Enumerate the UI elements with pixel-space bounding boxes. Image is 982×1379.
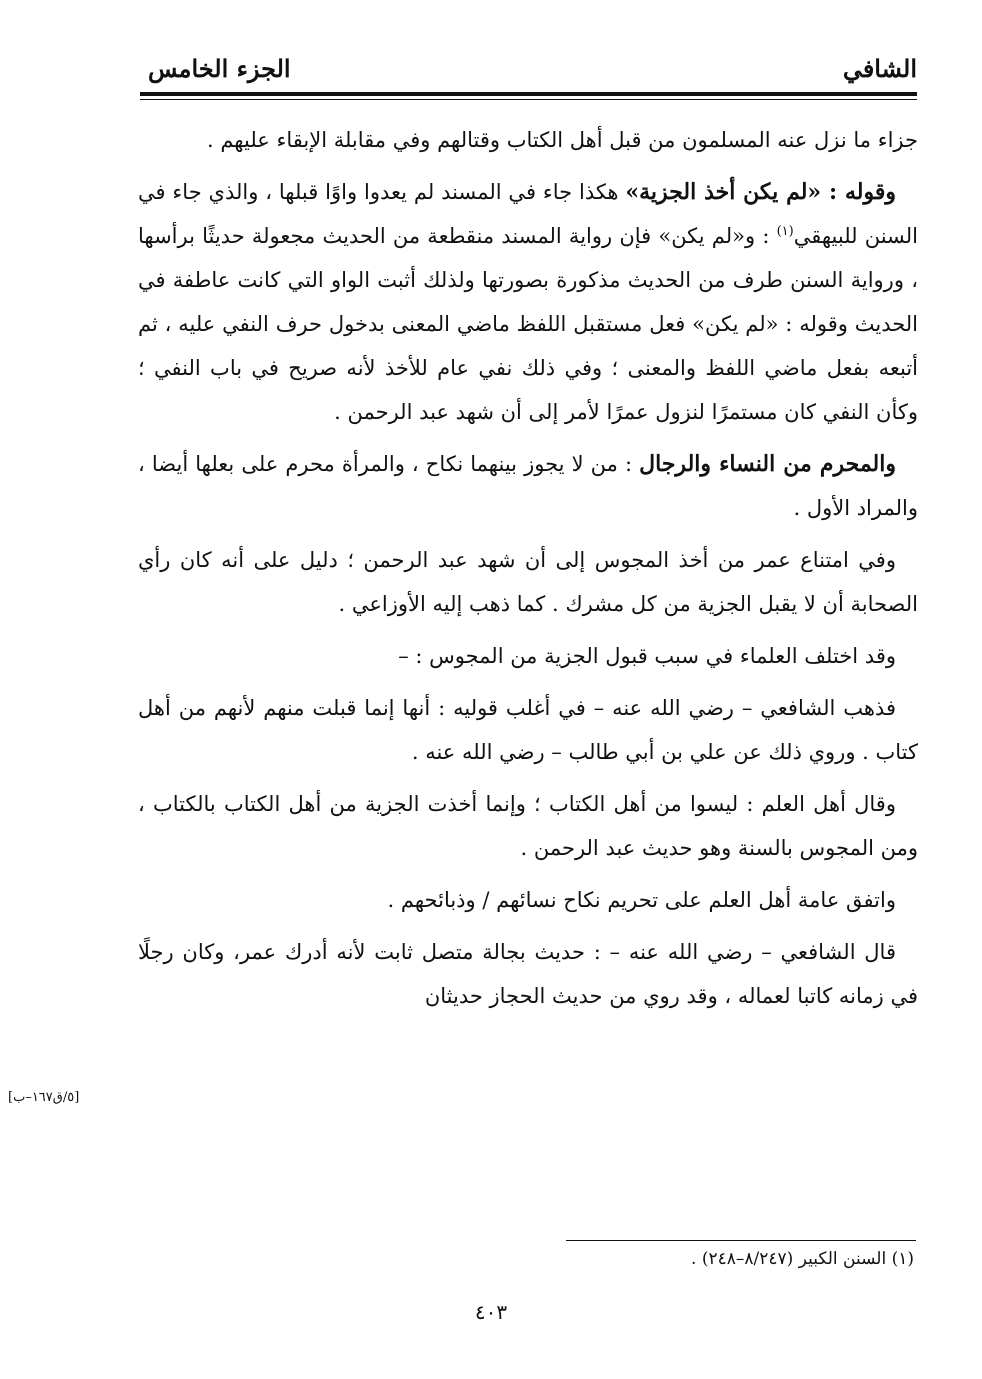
paragraph-6-text: فذهب الشافعي – رضي الله عنه – في أغلب قوليه : أنها إنما قبلت منهم لأنهم من أهل كتاب . وروي ذلك عن علي بن أبي طالب – رضي الله عنه . xyxy=(138,696,918,764)
paragraph-4 xyxy=(138,538,918,626)
volume-label: الجزء الخامس xyxy=(148,54,291,83)
paragraph-5 xyxy=(138,634,918,678)
paragraph-1-text: جزاء ما نزل عنه المسلمون من قبل أهل الكتاب وقتالهم وفي مقابلة الإبقاء عليهم . xyxy=(206,128,918,152)
paragraph-5-text: وقد اختلف العلماء في سبب قبول الجزية من المجوس : – xyxy=(398,644,896,668)
paragraph-8 xyxy=(138,878,918,922)
paragraph-4-text: وفي امتناع عمر من أخذ المجوس إلى أن شهد عبد الرحمن ؛ دليل على أنه كان رأي الصحابة أن لا يقبل الجزية من كل مشرك . كما ذهب إليه الأوزاعي . xyxy=(138,548,918,616)
paragraph-3-text: : من لا يجوز بينهما نكاح ، والمرأة محرم على بعلها أيضا ، والمراد الأول . xyxy=(138,452,918,520)
paragraph-6 xyxy=(138,686,918,774)
header-rule xyxy=(140,92,917,96)
page-header xyxy=(140,40,917,100)
book-title: الشافي xyxy=(842,54,917,83)
paragraph-3-lead: والمحرم من النساء والرجال xyxy=(639,451,897,477)
header-rule-thin xyxy=(140,99,917,100)
paragraph-7-text: وقال أهل العلم : ليسوا من أهل الكتاب ؛ وإنما أخذت الجزية من أهل الكتاب بالكتاب ، ومن المجوس بالسنة وهو حديث عبد الرحمن . xyxy=(138,792,918,860)
paragraph-8-text: واتفق عامة أهل العلم على تحريم نكاح نسائهم / وذبائحهم . xyxy=(387,888,896,912)
paragraph-9-text: قال الشافعي – رضي الله عنه – : حديث بجالة متصل ثابت لأنه أدرك عمر، وكان رجلًا في زمانه كاتبا لعماله ، وقد روي من حديث الحجاز حديثان xyxy=(138,940,918,1008)
manuscript-folio-note: [٥/ق١٦٧–ب] xyxy=(8,1090,80,1105)
paragraph-2-text-after: : و«لم يكن» فإن رواية المسند منقطعة من الحديث مجعولة حديثًا برأسها ، ورواية السنن طرف من الحديث مذكورة بصورتها ولذلك أثبت الواو التي كانت عاطفة في الحديث وقوله : «لم يكن» فعل مستقبل اللفظ ماضي المعنى بدخول حرف النفي عليه ، ثم أتبعه بفعل ماضي اللفظ والمعنى ؛ وفي ذلك نفي عام للأخذ لأنه صريح في باب النفي ؛ وكأن النفي كان مستمرًا لنزول عمرًا لأمر إلى أن شهد عبد الرحمن . xyxy=(138,224,918,424)
paragraph-9 xyxy=(138,930,918,1018)
paragraph-7 xyxy=(138,782,918,870)
paragraph-2-lead: وقوله : «لم يكن أخذ الجزية» xyxy=(625,179,896,205)
page-number: ٤٠٣ xyxy=(474,1300,508,1324)
footnote-rule xyxy=(566,1240,916,1241)
paragraph-2-text: هكذا جاء في المسند لم يعدوا واوًا قبلها ، والذي جاء في السنن للبيهقي xyxy=(138,180,919,248)
footnote-ref: (١) xyxy=(776,224,794,239)
body-text xyxy=(138,118,918,1026)
paragraph-2 xyxy=(138,170,918,434)
paragraph-1 xyxy=(138,118,918,162)
footnote: (١) السنن الكبير (٨/٢٤٧–٢٤٨) . xyxy=(691,1249,914,1269)
paragraph-3 xyxy=(138,442,918,530)
